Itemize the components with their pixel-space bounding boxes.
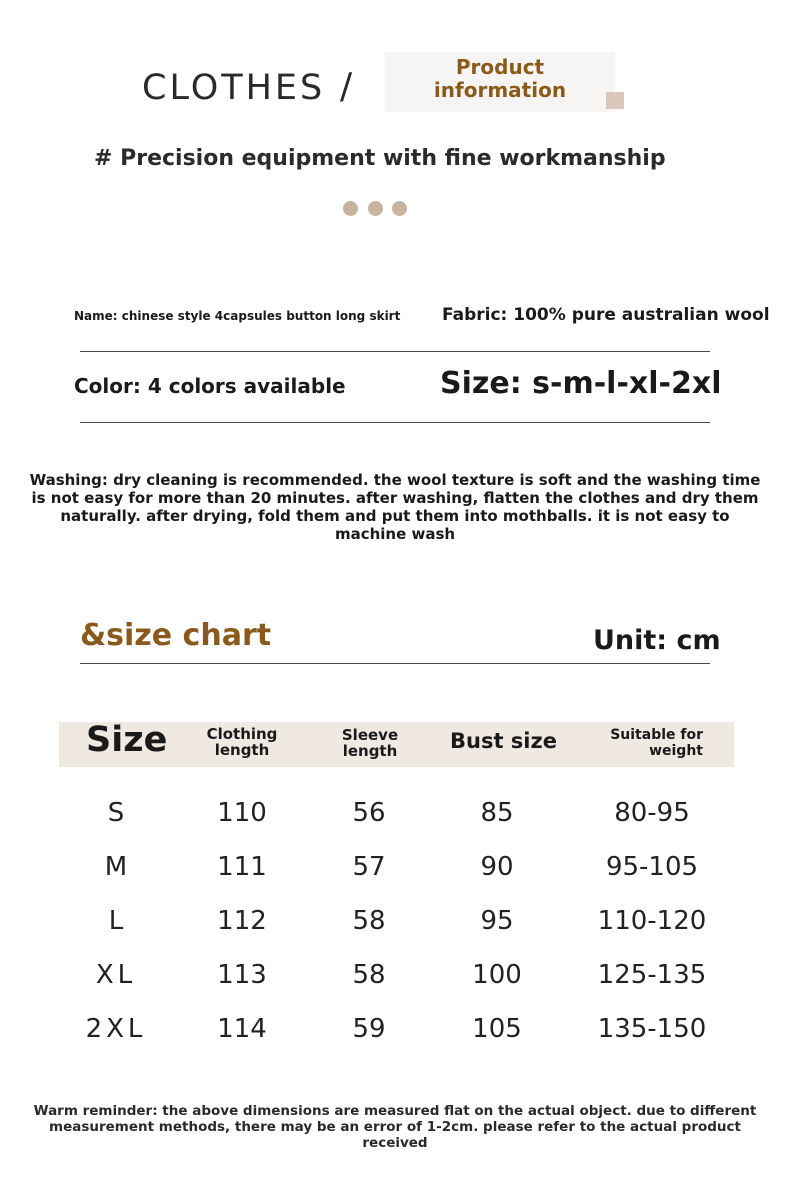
color-swatch <box>606 92 624 109</box>
decorative-dot <box>343 201 358 216</box>
size-chart-title: &size chart <box>80 618 272 653</box>
product-info-line-2: information <box>433 78 567 102</box>
warm-reminder: Warm reminder: the above dimensions are measured flat on the actual object. due to different measurement methods, there may be an error of 1-2cm. please refer to the actual product received <box>33 1103 757 1151</box>
cell-bust: 90 <box>480 852 514 882</box>
cell-clothing-length: 111 <box>217 852 267 882</box>
cell-bust: 85 <box>480 798 514 828</box>
washing-instructions: Washing: dry cleaning is recommended. the wool texture is soft and the washing time is not easy for more than 20 minutes. after washing, flatten the clothes and dry them naturally. after drying, fold them and put them into mothballs. it is not easy to machine wash <box>29 471 761 543</box>
cell-weight: 125-135 <box>597 960 707 990</box>
cell-size: XL <box>95 960 137 990</box>
cell-sleeve-length: 57 <box>352 852 386 882</box>
table-row <box>0 798 790 838</box>
cell-sleeve-length: 58 <box>352 960 386 990</box>
column-header-sleeve-length-line-2: length <box>342 742 398 760</box>
cell-sleeve-length: 58 <box>352 906 386 936</box>
cell-clothing-length: 110 <box>217 798 267 828</box>
product-info-label <box>395 56 605 102</box>
column-header-sleeve-length <box>320 727 420 759</box>
column-header-weight-line-1: Suitable for <box>610 727 703 743</box>
column-header-bust: Bust size <box>450 729 557 753</box>
cell-sleeve-length: 56 <box>352 798 386 828</box>
size-chart-unit: Unit: cm <box>593 625 721 656</box>
product-color: Color: 4 colors available <box>74 374 346 398</box>
cell-clothing-length: 112 <box>217 906 267 936</box>
divider <box>80 351 710 352</box>
cell-sleeve-length: 59 <box>352 1014 386 1044</box>
column-header-weight <box>600 727 703 759</box>
product-info-line-1: Product <box>455 55 545 79</box>
table-row <box>0 1014 790 1054</box>
cell-weight: 95-105 <box>605 852 699 882</box>
column-header-clothing-length-line-2: length <box>214 741 270 759</box>
table-row <box>0 852 790 892</box>
tagline: # Precision equipment with fine workmanship <box>94 146 666 171</box>
divider <box>80 422 710 423</box>
cell-bust: 100 <box>472 960 522 990</box>
cell-weight: 80-95 <box>614 798 690 828</box>
column-header-sleeve-length-line-1: Sleeve <box>341 726 399 744</box>
brand-title: CLOTHES <box>142 68 326 108</box>
column-header-size: Size <box>86 720 168 760</box>
column-header-clothing-length-line-1: Clothing <box>206 725 278 743</box>
cell-weight: 135-150 <box>597 1014 707 1044</box>
table-row <box>0 960 790 1000</box>
cell-size: 2XL <box>85 1014 147 1044</box>
cell-bust: 105 <box>472 1014 522 1044</box>
decorative-dot <box>392 201 407 216</box>
column-header-weight-line-2: weight <box>649 743 703 759</box>
cell-size: L <box>108 906 124 936</box>
product-sizes: Size: s-m-l-xl-2xl <box>440 366 722 401</box>
cell-clothing-length: 113 <box>217 960 267 990</box>
cell-size: M <box>104 852 128 882</box>
product-fabric: Fabric: 100% pure australian wool <box>442 305 770 325</box>
cell-clothing-length: 114 <box>217 1014 267 1044</box>
cell-weight: 110-120 <box>597 906 707 936</box>
divider <box>80 663 710 664</box>
table-row <box>0 906 790 946</box>
cell-bust: 95 <box>480 906 514 936</box>
cell-size: S <box>107 798 125 828</box>
column-header-clothing-length <box>192 726 292 758</box>
decorative-dot <box>368 201 383 216</box>
brand-slash: / <box>340 66 353 107</box>
product-name: Name: chinese style 4capsules button long skirt <box>74 309 401 323</box>
